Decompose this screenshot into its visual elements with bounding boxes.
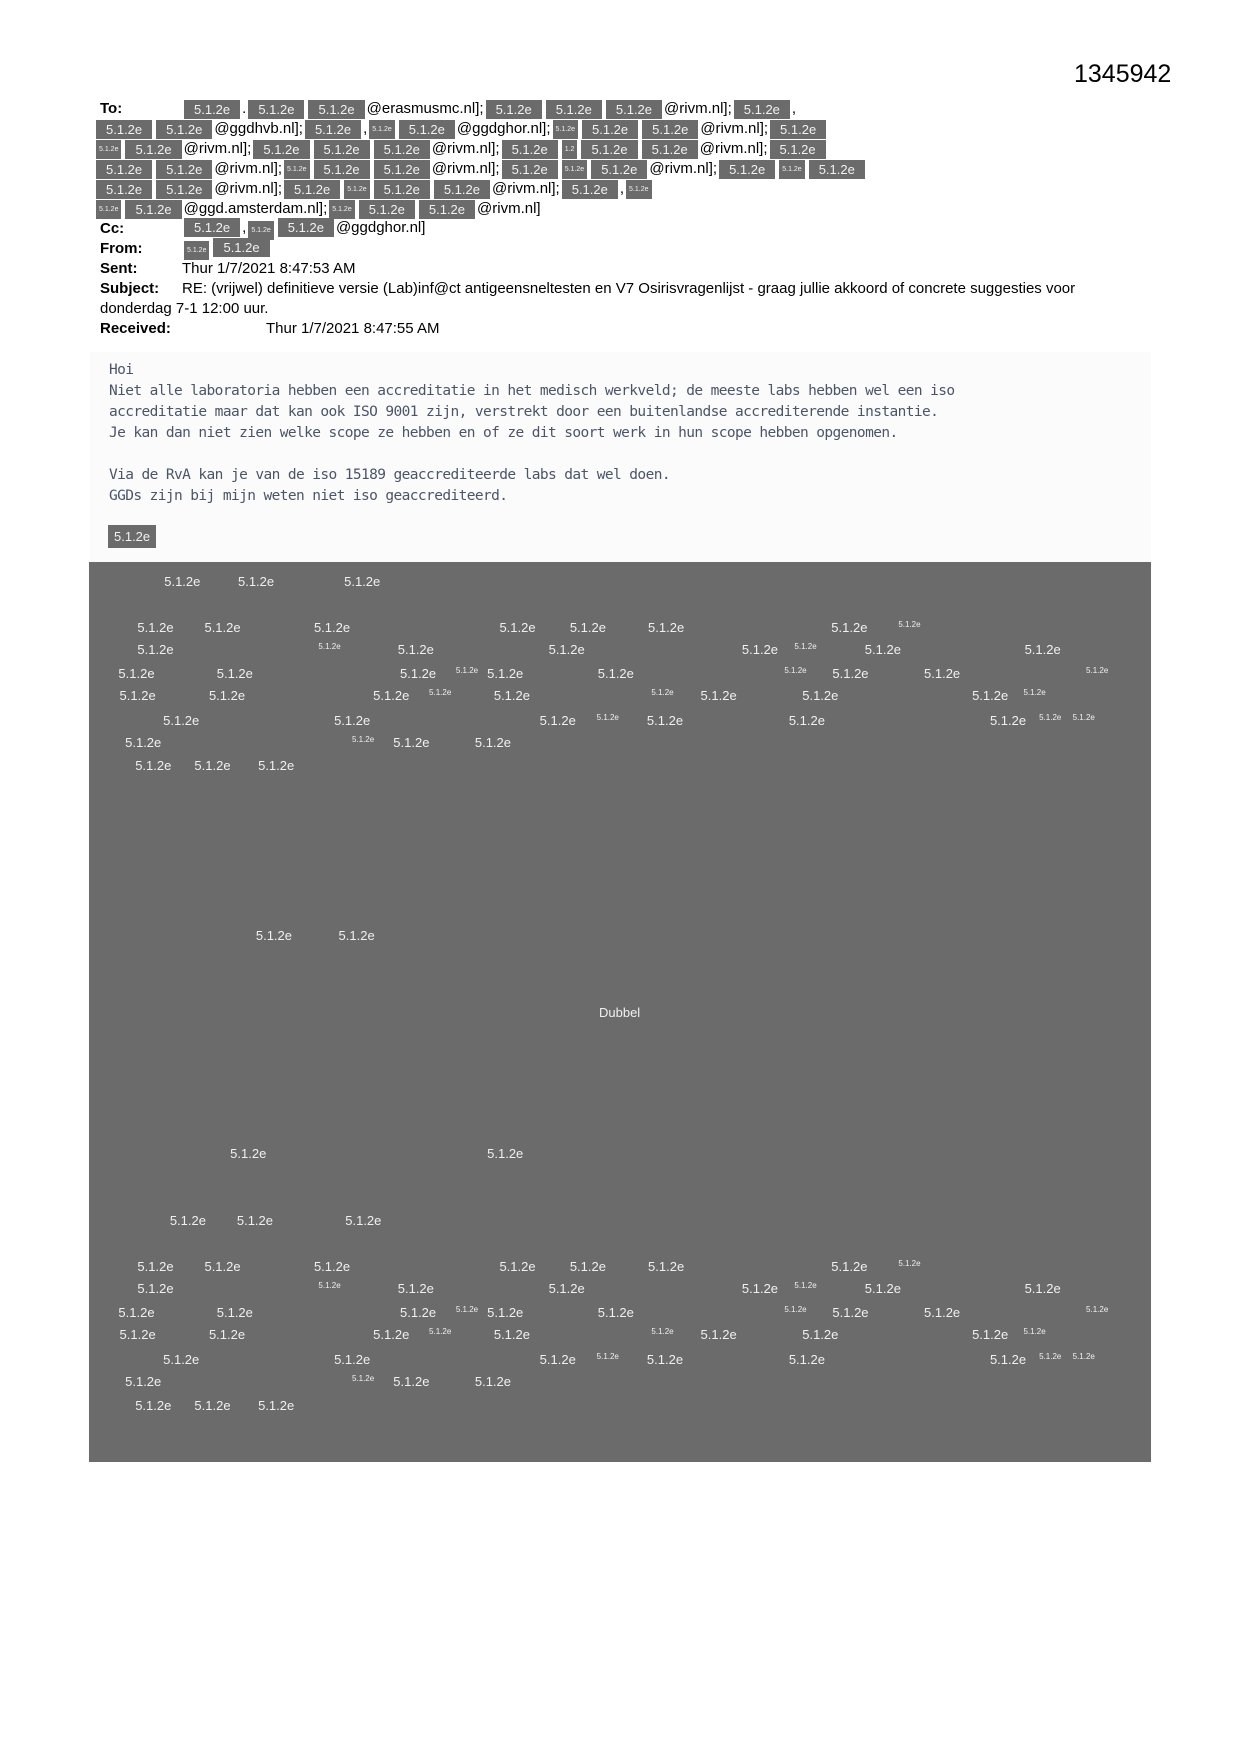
- redaction-label: 5.1.2e: [794, 1281, 817, 1291]
- signature-redaction: 5.1.2e: [108, 525, 156, 548]
- redaction-label: 5.1.2e: [118, 1304, 155, 1320]
- redaction-label: 5.1.2e: [135, 1397, 172, 1413]
- redaction-label: 5.1.2e: [569, 1259, 606, 1275]
- redaction-label: 5.1.2e: [429, 688, 452, 698]
- redaction-label: 5.1.2e: [989, 712, 1027, 728]
- redaction-label: 5.1.2e: [596, 712, 619, 722]
- redaction-label: 5.1.2e: [208, 688, 246, 704]
- redaction-label: 5.1.2e: [474, 735, 512, 751]
- address-text: @erasmusmc.nl];: [366, 100, 484, 117]
- address-text: ,: [619, 180, 625, 197]
- body-line: accreditatie maar dat kan ook ISO 9001 zijn, verstrekt door een buitenlandse accrediterende instantie.: [109, 404, 939, 420]
- redaction-label: 5.1.2e: [487, 1304, 524, 1320]
- address-text: @rivm.nl];: [664, 100, 732, 117]
- redaction-label: 5.1.2e: [648, 619, 685, 635]
- redacted-block: [89, 562, 1151, 1462]
- address-text: @rivm.nl];: [431, 140, 500, 157]
- redaction-label: 5.1.2e: [646, 1351, 684, 1367]
- received-label: Received:: [100, 320, 171, 337]
- address-text: @ggdghor.nl];: [456, 120, 551, 137]
- redaction-label: 5.1.2e: [255, 928, 293, 944]
- address-text: @ggd.amsterdam.nl];: [183, 200, 328, 217]
- redaction-label: 5.1.2e: [236, 1213, 274, 1229]
- redaction-label: 5.1.2e: [832, 665, 869, 681]
- redaction-label: 5.1.2e: [237, 574, 275, 590]
- redaction-box: 5.1.2e: [96, 120, 152, 139]
- redaction-box-small: 5.1.2e: [284, 160, 309, 179]
- redaction-box: 5.1.2e: [96, 160, 152, 179]
- redaction-box-small: 5.1.2e: [779, 160, 804, 179]
- redaction-label: 5.1.2e: [596, 1351, 619, 1361]
- redaction-label: 5.1.2e: [204, 1259, 241, 1275]
- redaction-box: 5.1.2e: [184, 218, 240, 237]
- redaction-label: 5.1.2e: [119, 688, 156, 704]
- redaction-label: 5.1.2e: [163, 712, 200, 728]
- redaction-label: 5.1.2e: [125, 1374, 162, 1390]
- redaction-box: 5.1.2e: [248, 100, 304, 119]
- redaction-box-small: 5.1.2e: [329, 200, 354, 219]
- redaction-label: 5.1.2e: [898, 619, 921, 629]
- redaction-label: 5.1.2e: [972, 688, 1009, 704]
- redaction-box: 5.1.2e: [591, 160, 647, 179]
- cc-label: Cc:: [100, 220, 125, 237]
- redaction-label: 5.1.2e: [194, 1397, 231, 1413]
- redaction-label: 5.1.2e: [137, 1281, 174, 1297]
- redaction-label: 5.1.2e: [373, 688, 410, 704]
- redaction-label: 5.1.2e: [1072, 1351, 1095, 1361]
- redaction-label: 5.1.2e: [700, 1327, 737, 1343]
- from-field: [100, 239, 1100, 259]
- redaction-box: 5.1.2e: [502, 160, 558, 179]
- to-line: [100, 99, 1100, 119]
- dubbel-label: Dubbel: [599, 1005, 641, 1020]
- redaction-label: 5.1.2e: [125, 735, 162, 751]
- redaction-label: 5.1.2e: [539, 712, 576, 728]
- redaction-label: 5.1.2e: [318, 642, 341, 652]
- redaction-label: 5.1.2e: [1086, 665, 1109, 675]
- redaction-box: 5.1.2e: [770, 140, 826, 159]
- redaction-label: 5.1.2e: [597, 1304, 634, 1320]
- redaction-box: 5.1.2e: [374, 180, 430, 199]
- redaction-label: 5.1.2e: [194, 758, 231, 774]
- address-text: .: [242, 100, 247, 117]
- redaction-label: 5.1.2e: [499, 1259, 536, 1275]
- received-field: [100, 319, 1100, 339]
- redaction-label: 5.1.2e: [313, 619, 351, 635]
- address-text: @rivm.nl];: [700, 120, 769, 137]
- subject-field: [100, 279, 1100, 319]
- redaction-label: 5.1.2e: [318, 1281, 341, 1291]
- redaction-label: 5.1.2e: [397, 642, 434, 658]
- redaction-label: 5.1.2e: [788, 712, 825, 728]
- redaction-label: 5.1.2e: [334, 1351, 371, 1367]
- redaction-label: 5.1.2e: [831, 619, 868, 635]
- redaction-label: 5.1.2e: [1039, 712, 1062, 722]
- redaction-label: 5.1.2e: [493, 688, 530, 704]
- redaction-box: 5.1.2e: [581, 140, 637, 159]
- redaction-label: 5.1.2e: [898, 1259, 921, 1269]
- redaction-label: 5.1.2e: [455, 665, 479, 675]
- to-line: [94, 159, 1100, 179]
- greeting: Hoi: [109, 362, 134, 378]
- address-text: ,: [791, 100, 797, 117]
- redaction-label: 5.1.2e: [569, 619, 606, 635]
- sent-value: Thur 1/7/2021 8:47:53 AM: [182, 260, 356, 277]
- redaction-label: 5.1.2e: [119, 1327, 156, 1343]
- redaction-box: 5.1.2e: [734, 100, 790, 119]
- redaction-label: 5.1.2e: [135, 758, 172, 774]
- redaction-label: 5.1.2e: [400, 665, 437, 681]
- redaction-label: 5.1.2e: [258, 1397, 295, 1413]
- redaction-label: 5.1.2e: [137, 1259, 174, 1275]
- address-text: @ggdhvb.nl];: [214, 120, 303, 137]
- redaction-box: 5.1.2e: [606, 100, 662, 119]
- redaction-label: 5.1.2e: [784, 665, 807, 675]
- address-text: @rivm.nl];: [214, 180, 283, 197]
- redaction-label: 5.1.2e: [651, 1327, 674, 1337]
- redaction-box-small: 5.1.2e: [562, 160, 587, 179]
- redaction-box-small: 5.1.2e: [369, 120, 394, 139]
- redaction-box-small: 5.1.2e: [96, 140, 121, 159]
- redaction-label: 5.1.2e: [338, 928, 375, 944]
- redaction-label: 5.1.2e: [741, 1281, 779, 1297]
- redaction-label: 5.1.2e: [648, 1259, 685, 1275]
- redaction-box-small: 1.2: [562, 140, 578, 159]
- subject-label: Subject:: [100, 280, 160, 297]
- redaction-label: 5.1.2e: [989, 1351, 1027, 1367]
- redaction-label: 5.1.2e: [204, 619, 241, 635]
- from-label: From:: [100, 240, 143, 257]
- redaction-label: 5.1.2e: [487, 665, 524, 681]
- redaction-label: 5.1.2e: [373, 1327, 410, 1343]
- redaction-label: 5.1.2e: [597, 665, 634, 681]
- redaction-label: 5.1.2e: [487, 1146, 524, 1162]
- to-line: [94, 199, 1100, 219]
- redaction-label: 5.1.2e: [646, 712, 684, 728]
- body-line: GGDs zijn bij mijn weten niet iso geaccrediteerd.: [109, 488, 508, 504]
- redaction-label: 5.1.2e: [163, 1351, 200, 1367]
- redaction-label: 5.1.2e: [924, 665, 961, 681]
- redaction-label: 5.1.2e: [351, 1374, 375, 1384]
- redaction-label: 5.1.2e: [397, 1281, 434, 1297]
- address-text: @rivm.nl];: [699, 140, 768, 157]
- redaction-box: 5.1.2e: [125, 200, 181, 219]
- redaction-box: 5.1.2e: [374, 140, 430, 159]
- redaction-box: 5.1.2e: [253, 140, 309, 159]
- redaction-box: 5.1.2e: [156, 120, 212, 139]
- redaction-box: 5.1.2e: [156, 160, 212, 179]
- email-body: [90, 352, 1151, 562]
- to-line: [94, 179, 1100, 199]
- received-value: Thur 1/7/2021 8:47:55 AM: [266, 320, 440, 337]
- address-text: @rivm.nl];: [649, 160, 718, 177]
- to-field: [100, 99, 1100, 219]
- redaction-label: 5.1.2e: [334, 712, 371, 728]
- redaction-box: 5.1.2e: [582, 120, 638, 139]
- subject-value: RE: (vrijwel) definitieve versie (Lab)inf@ct antigeensneltesten en V7 Osirisvragenlijst - graag jullie akkoord of concrete suggesties voor donderdag 7-1 12:00 uur.: [100, 280, 1076, 317]
- redaction-box-small: 5.1.2e: [344, 180, 369, 199]
- redaction-box-small: 5.1.2e: [626, 180, 651, 199]
- redaction-box: 5.1.2e: [284, 180, 340, 199]
- redaction-label: 5.1.2e: [539, 1351, 576, 1367]
- redaction-label: 5.1.2e: [864, 1281, 901, 1297]
- redaction-label: 5.1.2e: [499, 619, 536, 635]
- redaction-label: 5.1.2e: [802, 1327, 839, 1343]
- redaction-box: 5.1.2e: [96, 180, 152, 199]
- redaction-label: 5.1.2e: [651, 688, 674, 698]
- redaction-label: 5.1.2e: [1024, 642, 1061, 658]
- redaction-box: 5.1.2e: [502, 140, 558, 159]
- redaction-label: 5.1.2e: [258, 758, 295, 774]
- email-header: [100, 99, 1100, 339]
- redaction-label: 5.1.2e: [208, 1327, 246, 1343]
- redaction-label: 5.1.2e: [548, 1281, 585, 1297]
- to-line: [94, 119, 1100, 139]
- redaction-box: 5.1.2e: [308, 100, 364, 119]
- address-text: @rivm.nl];: [183, 140, 252, 157]
- redaction-box: 5.1.2e: [546, 100, 602, 119]
- redaction-box: 5.1.2e: [359, 200, 415, 219]
- address-text: @rivm.nl];: [491, 180, 560, 197]
- redaction-label: 5.1.2e: [788, 1351, 825, 1367]
- redaction-box: 5.1.2e: [314, 140, 370, 159]
- sent-label: Sent:: [100, 260, 138, 277]
- redaction-label: 5.1.2e: [118, 665, 155, 681]
- redaction-label: 5.1.2e: [1039, 1351, 1062, 1361]
- redaction-box-small: 5.1.2e: [184, 241, 209, 260]
- redaction-label: 5.1.2e: [548, 642, 585, 658]
- to-label: To:: [100, 100, 123, 117]
- redaction-label: 5.1.2e: [741, 642, 779, 658]
- redaction-label: 5.1.2e: [393, 735, 430, 751]
- redaction-label: 5.1.2e: [802, 688, 839, 704]
- redaction-label: 5.1.2e: [216, 665, 253, 681]
- redaction-label: 5.1.2e: [474, 1374, 512, 1390]
- redaction-label: 5.1.2e: [344, 574, 381, 590]
- redaction-label: 5.1.2e: [164, 574, 201, 590]
- address-text: ,: [242, 219, 247, 236]
- redaction-box: 5.1.2e: [184, 100, 240, 119]
- address-text: @rivm.nl];: [431, 160, 500, 177]
- redaction-label: 5.1.2e: [972, 1327, 1009, 1343]
- redaction-box: 5.1.2e: [399, 120, 455, 139]
- redaction-box: 5.1.2e: [156, 180, 212, 199]
- redaction-box: 5.1.2e: [486, 100, 542, 119]
- redaction-label: 5.1.2e: [832, 1304, 869, 1320]
- redaction-label: 5.1.2e: [1086, 1304, 1109, 1314]
- redaction-label: 5.1.2e: [784, 1304, 807, 1314]
- address-text: ,: [363, 120, 368, 137]
- redaction-box: 5.1.2e: [770, 120, 826, 139]
- redaction-label: 5.1.2e: [493, 1327, 530, 1343]
- redaction-label: 5.1.2e: [794, 642, 817, 652]
- redaction-box: 5.1.2e: [419, 200, 475, 219]
- redaction-label: 5.1.2e: [1024, 1281, 1061, 1297]
- redaction-box: 5.1.2e: [809, 160, 865, 179]
- redaction-label: 5.1.2e: [700, 688, 737, 704]
- redaction-box: 5.1.2e: [278, 218, 334, 237]
- redaction-box: 5.1.2e: [642, 120, 698, 139]
- redaction-label: 5.1.2e: [137, 642, 174, 658]
- address-text: @rivm.nl];: [214, 160, 283, 177]
- redaction-box-small: 5.1.2e: [553, 120, 578, 139]
- body-line: Je kan dan niet zien welke scope ze hebben en of ze dit soort werk in hun scope hebben opgenomen.: [109, 425, 898, 441]
- redaction-label: 5.1.2e: [345, 1213, 382, 1229]
- redaction-label: 5.1.2e: [1023, 1327, 1046, 1337]
- redaction-box: 5.1.2e: [125, 140, 181, 159]
- redaction-label: 5.1.2e: [1072, 712, 1095, 722]
- redaction-label: 5.1.2e: [1023, 688, 1046, 698]
- redaction-label: 5.1.2e: [137, 619, 174, 635]
- redaction-box: 5.1.2e: [434, 180, 490, 199]
- redaction-box-small: 5.1.2e: [248, 221, 273, 240]
- address-text: @rivm.nl]: [477, 200, 541, 217]
- address-text: @ggdghor.nl]: [335, 219, 426, 236]
- redaction-box: 5.1.2e: [314, 160, 370, 179]
- sent-field: [100, 259, 1100, 279]
- redaction-box: 5.1.2e: [374, 160, 430, 179]
- redaction-label: 5.1.2e: [831, 1259, 868, 1275]
- redaction-label: 5.1.2e: [455, 1304, 479, 1314]
- redaction-label: 5.1.2e: [400, 1304, 437, 1320]
- redaction-box: 5.1.2e: [719, 160, 775, 179]
- redaction-label: 5.1.2e: [230, 1146, 267, 1162]
- redaction-label: 5.1.2e: [169, 1213, 206, 1229]
- redaction-label: 5.1.2e: [864, 642, 901, 658]
- to-line: [94, 139, 1100, 159]
- cc-field: [100, 219, 1100, 239]
- body-line: Niet alle laboratoria hebben een accreditatie in het medisch werkveld; de meeste labs hebben wel een iso: [109, 383, 955, 399]
- redaction-box-small: 5.1.2e: [96, 200, 121, 219]
- redaction-box: 5.1.2e: [305, 120, 361, 139]
- redaction-label: 5.1.2e: [351, 735, 375, 745]
- redaction-box: 5.1.2e: [642, 140, 698, 159]
- redaction-label: 5.1.2e: [393, 1374, 430, 1390]
- redaction-label: 5.1.2e: [924, 1304, 961, 1320]
- redaction-label: 5.1.2e: [216, 1304, 253, 1320]
- document-number: 1345942: [1074, 60, 1172, 88]
- redaction-label: 5.1.2e: [313, 1259, 351, 1275]
- redaction-box: 5.1.2e: [213, 238, 269, 257]
- redaction-label: 5.1.2e: [429, 1327, 452, 1337]
- body-line: Via de RvA kan je van de iso 15189 geaccrediteerde labs dat wel doen.: [109, 467, 670, 483]
- redaction-box: 5.1.2e: [562, 180, 618, 199]
